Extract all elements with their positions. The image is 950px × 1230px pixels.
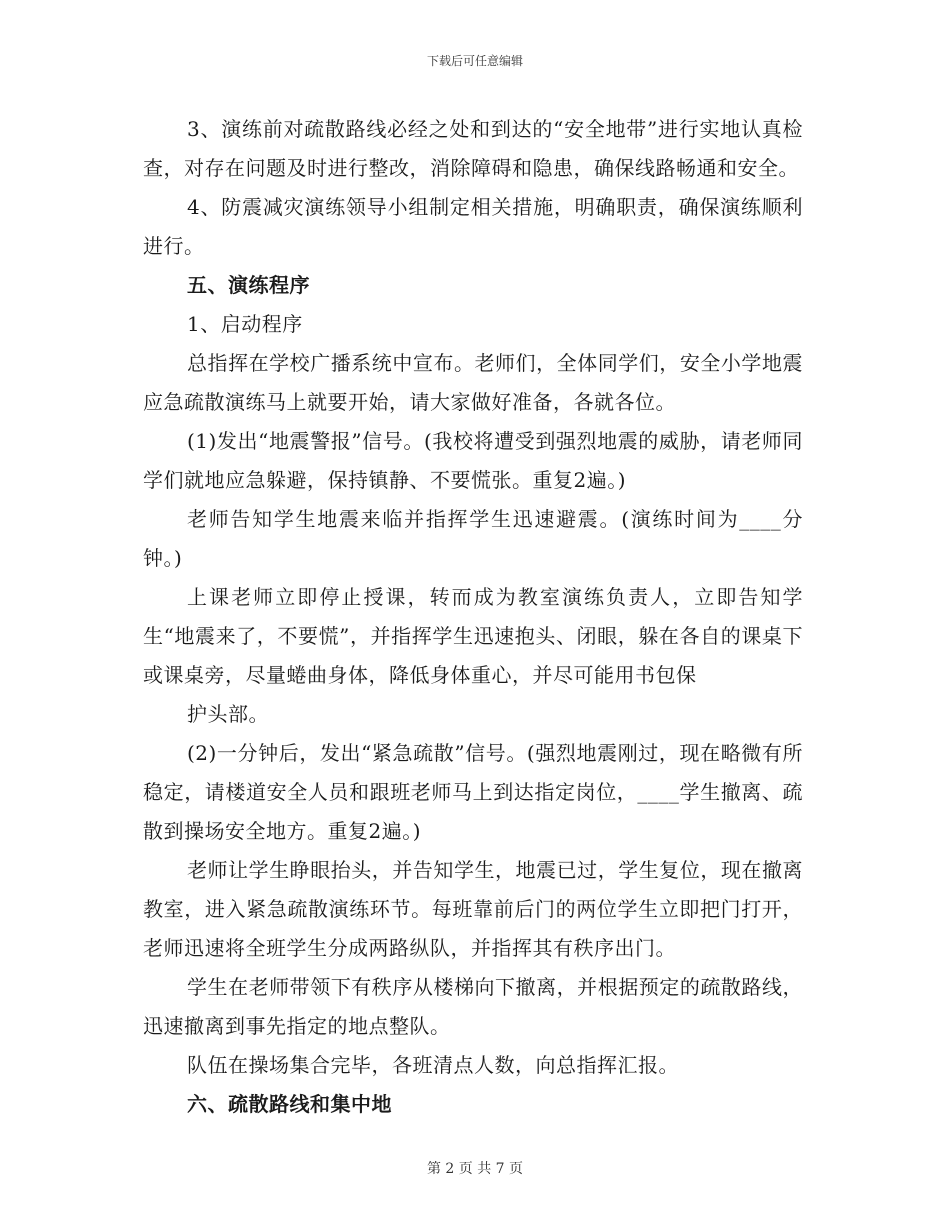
paragraph-evacuation-signal: (2)一分钟后，发出“紧急疏散”信号。(强烈地震刚过，现在略微有所稳定，请楼道安全人员和跟班老师马上到达指定岗位，____学生撤离、疏散到操场安全地方。重复2遍。): [143, 741, 803, 843]
paragraph-teacher-notify: 老师告知学生地震来临并指挥学生迅速避震。(演练时间为____分钟。): [143, 507, 803, 570]
section-heading-procedure: 五、演练程序: [187, 273, 310, 297]
paragraph-assemble: 队伍在操场集合完毕，各班清点人数，向总指挥汇报。: [187, 1053, 679, 1077]
paragraph-class-teacher: 上课老师立即停止授课，转而成为教室演练负责人，立即告知学生“地震来了，不要慌”，并指挥学生迅速抱头、闭眼，躲在各自的课桌下或课桌旁，尽量蜷曲身体，降低身体重心，并尽可能用书包保: [143, 585, 803, 687]
paragraph-announcement: 总指挥在学校广播系统中宣布。老师们，全体同学们，安全小学地震应急疏散演练马上就要开始，请大家做好准备，各就各位。: [143, 351, 803, 414]
subheading-startup: 1、启动程序: [187, 312, 303, 336]
paragraph-inspection: 3、演练前对疏散路线必经之处和到达的“安全地带”进行实地认真检查，对存在问题及时进行整改，消除障碍和隐患，确保线路畅通和安全。: [143, 117, 803, 180]
page-footer: 第 2 页 共 7 页: [426, 1161, 524, 1177]
section-heading-routes: 六、疏散路线和集中地: [187, 1092, 392, 1116]
paragraph-class-teacher-cont: 护头部。: [187, 702, 269, 726]
paragraph-earthquake-alarm: (1)发出“地震警报”信号。(我校将遭受到强烈地震的威胁，请老师同学们就地应急躲避，保持镇静、不要慌张。重复2遍。): [143, 429, 803, 492]
paragraph-leave-classroom: 老师让学生睁眼抬头，并告知学生，地震已过，学生复位，现在撤离教室，进入紧急疏散演练环节。每班靠前后门的两位学生立即把门打开，老师迅速将全班学生分成两路纵队，并指挥其有秩序出门。: [143, 858, 803, 960]
paragraph-stairs: 学生在老师带领下有秩序从楼梯向下撤离，并根据预定的疏散路线，迅速撤离到事先指定的地点整队。: [143, 975, 803, 1038]
page-header: 下载后可任意编辑: [426, 54, 523, 68]
paragraph-measures: 4、防震减灾演练领导小组制定相关措施，明确职责，确保演练顺利进行。: [143, 195, 803, 258]
document-body: [143, 110, 803, 1124]
